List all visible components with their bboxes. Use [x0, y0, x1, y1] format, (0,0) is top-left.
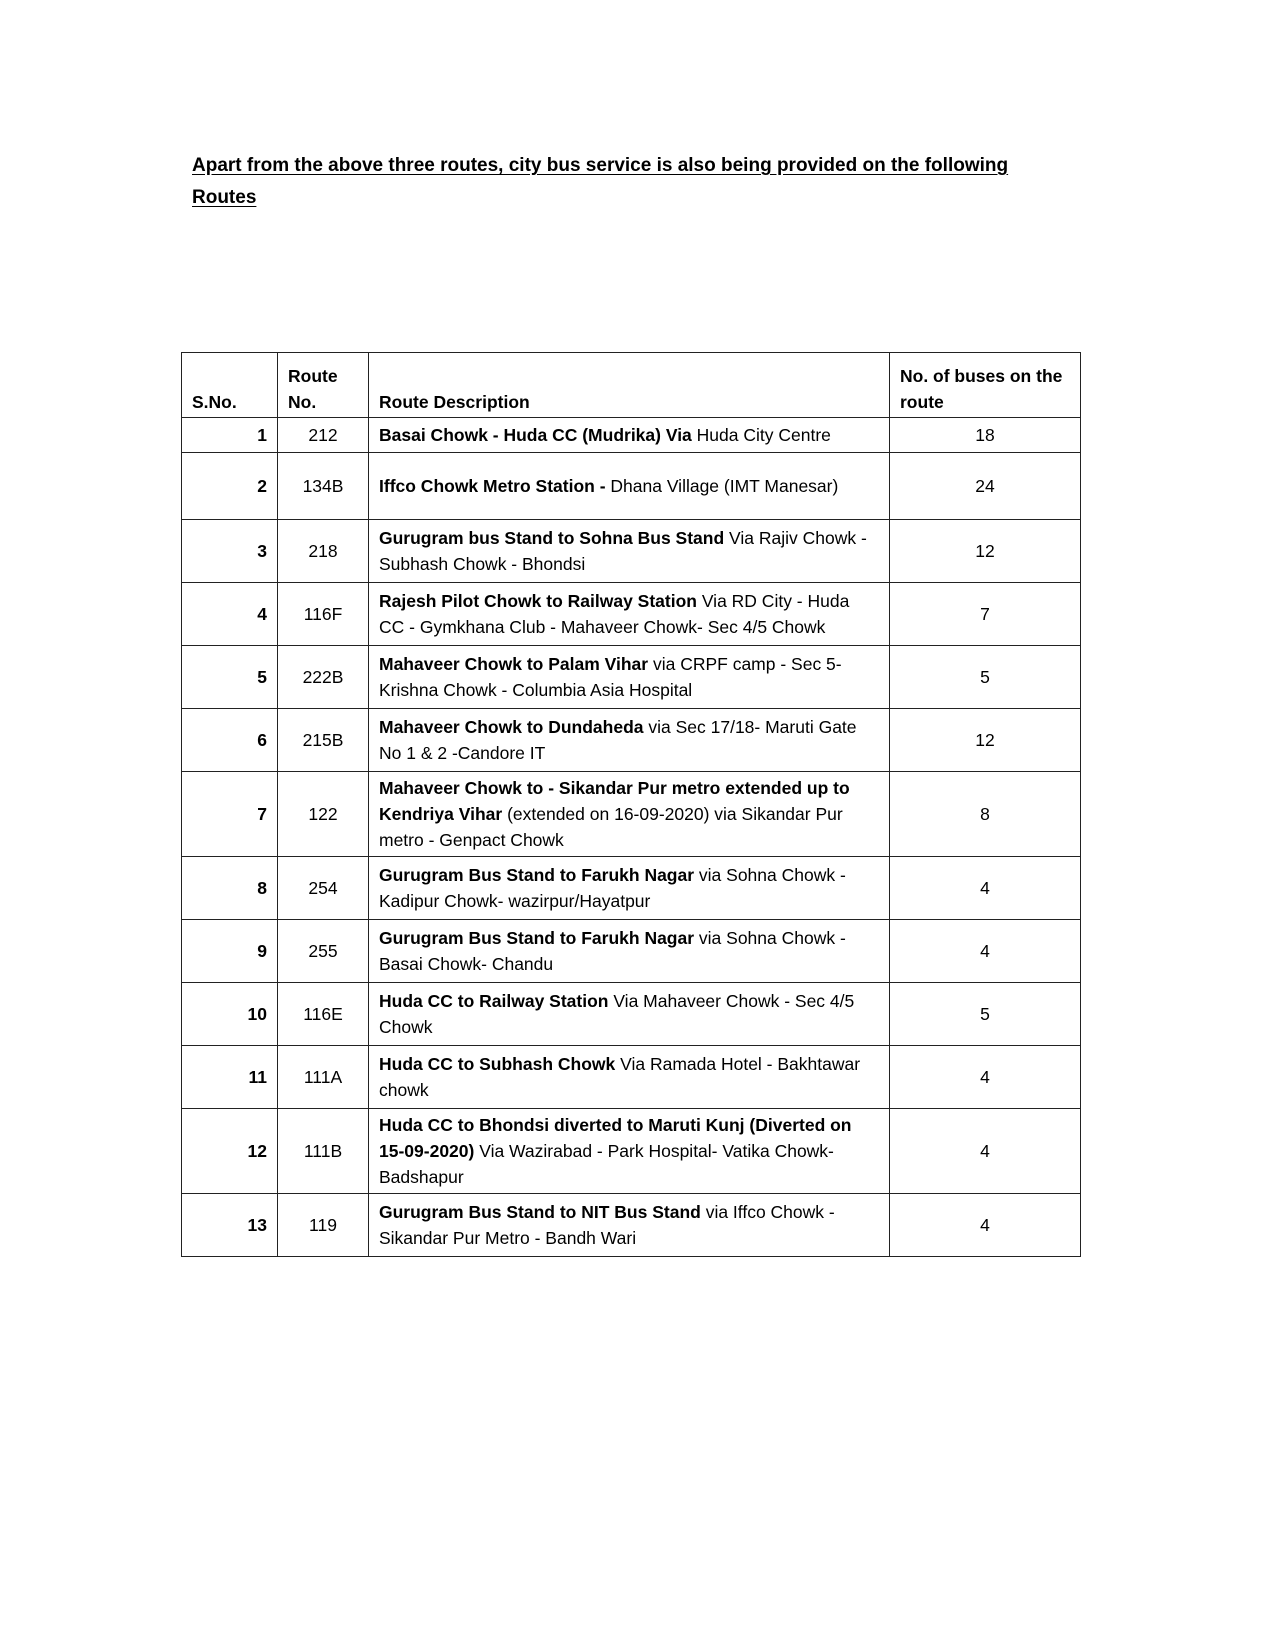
cell-route-description — [369, 583, 890, 646]
desc-normal: Via Mahaveer Chowk - Sec 4/5 Chowk — [379, 991, 855, 1037]
cell-sno: 13 — [182, 1194, 278, 1257]
cell-buses: 7 — [890, 583, 1081, 646]
cell-buses: 5 — [890, 983, 1081, 1046]
cell-sno: 1 — [182, 418, 278, 453]
cell-sno: 12 — [182, 1109, 278, 1194]
cell-sno: 7 — [182, 772, 278, 857]
desc-bold: Rajesh Pilot Chowk to Railway Station — [379, 591, 697, 611]
desc-bold: Huda CC to Bhondsi diverted to Maruti Kunj (Diverted on 15-09-2020) — [379, 1115, 852, 1161]
cell-buses: 4 — [890, 920, 1081, 983]
cell-route-description — [369, 1046, 890, 1109]
table-row — [182, 772, 1081, 857]
table-row — [182, 453, 1081, 520]
desc-normal: via Sec 17/18- Maruti Gate No 1 & 2 -Candore IT — [379, 717, 857, 763]
cell-buses: 18 — [890, 418, 1081, 453]
header-route-description: Route Description — [369, 353, 890, 418]
cell-route-no: 134B — [278, 453, 369, 520]
cell-sno: 9 — [182, 920, 278, 983]
desc-bold: Mahaveer Chowk to - Sikandar Pur metro extended up to Kendriya Vihar — [379, 778, 850, 824]
cell-route-description — [369, 983, 890, 1046]
cell-buses: 12 — [890, 709, 1081, 772]
desc-normal: (extended on 16-09-2020) via Sikandar Pur metro - Genpact Chowk — [379, 804, 843, 850]
desc-bold: Mahaveer Chowk to Palam Vihar — [379, 654, 649, 674]
cell-route-no: 254 — [278, 857, 369, 920]
desc-bold: Gurugram Bus Stand to Farukh Nagar — [379, 865, 695, 885]
cell-sno: 10 — [182, 983, 278, 1046]
desc-normal: Via Wazirabad - Park Hospital- Vatika Chowk- Badshapur — [379, 1141, 834, 1187]
header-buses: No. of buses on the route — [890, 353, 1081, 418]
desc-normal: Via Rajiv Chowk - Subhash Chowk - Bhondsi — [379, 528, 867, 574]
desc-bold: Gurugram bus Stand to Sohna Bus Stand — [379, 528, 725, 548]
desc-bold: Huda CC to Subhash Chowk — [379, 1054, 616, 1074]
cell-route-description — [369, 453, 890, 520]
desc-normal: via Sohna Chowk - Basai Chowk- Chandu — [379, 928, 846, 974]
desc-bold: Basai Chowk - Huda CC (Mudrika) Via — [379, 425, 692, 445]
cell-sno: 3 — [182, 520, 278, 583]
table-row — [182, 583, 1081, 646]
cell-route-description — [369, 646, 890, 709]
table-row — [182, 709, 1081, 772]
cell-sno: 6 — [182, 709, 278, 772]
cell-route-description — [369, 1109, 890, 1194]
routes-table — [181, 352, 1081, 1257]
cell-route-no: 215B — [278, 709, 369, 772]
desc-normal: Dhana Village (IMT Manesar) — [605, 476, 839, 496]
table-row — [182, 1046, 1081, 1109]
cell-sno: 4 — [182, 583, 278, 646]
table-row — [182, 646, 1081, 709]
desc-bold: Iffco Chowk Metro Station - — [379, 476, 606, 496]
cell-sno: 8 — [182, 857, 278, 920]
desc-normal: Huda City Centre — [691, 425, 831, 445]
cell-route-description — [369, 857, 890, 920]
desc-normal: via Sohna Chowk - Kadipur Chowk- wazirpur/Hayatpur — [379, 865, 846, 911]
table-row — [182, 418, 1081, 453]
cell-route-no: 119 — [278, 1194, 369, 1257]
cell-sno: 11 — [182, 1046, 278, 1109]
cell-route-description — [369, 520, 890, 583]
table-row — [182, 1194, 1081, 1257]
cell-route-no: 116E — [278, 983, 369, 1046]
cell-buses: 12 — [890, 520, 1081, 583]
cell-route-description — [369, 418, 890, 453]
cell-sno: 2 — [182, 453, 278, 520]
cell-buses: 24 — [890, 453, 1081, 520]
cell-route-no: 218 — [278, 520, 369, 583]
header-route-no: Route No. — [278, 353, 369, 418]
desc-normal: Via RD City - Huda CC - Gymkhana Club - Mahaveer Chowk- Sec 4/5 Chowk — [379, 591, 850, 637]
cell-buses: 8 — [890, 772, 1081, 857]
table-row — [182, 520, 1081, 583]
cell-route-no: 212 — [278, 418, 369, 453]
table-row — [182, 920, 1081, 983]
cell-route-description — [369, 772, 890, 857]
cell-buses: 4 — [890, 857, 1081, 920]
cell-buses: 4 — [890, 1109, 1081, 1194]
cell-buses: 4 — [890, 1046, 1081, 1109]
cell-route-no: 116F — [278, 583, 369, 646]
cell-route-no: 111B — [278, 1109, 369, 1194]
cell-buses: 5 — [890, 646, 1081, 709]
desc-normal: Via Ramada Hotel - Bakhtawar chowk — [379, 1054, 861, 1100]
cell-route-description — [369, 1194, 890, 1257]
desc-normal: via Iffco Chowk - Sikandar Pur Metro - Bandh Wari — [379, 1202, 835, 1248]
cell-buses: 4 — [890, 1194, 1081, 1257]
table-row — [182, 1109, 1081, 1194]
table-header-row — [182, 353, 1081, 418]
desc-bold: Huda CC to Railway Station — [379, 991, 609, 1011]
cell-route-no: 222B — [278, 646, 369, 709]
cell-route-no: 111A — [278, 1046, 369, 1109]
document-heading: Apart from the above three routes, city bus service is also being provided on the following Routes — [192, 155, 1009, 208]
desc-bold: Mahaveer Chowk to Dundaheda — [379, 717, 644, 737]
header-sno: S.No. — [182, 353, 278, 418]
table-row — [182, 983, 1081, 1046]
cell-route-description — [369, 709, 890, 772]
cell-sno: 5 — [182, 646, 278, 709]
cell-route-description — [369, 920, 890, 983]
desc-bold: Gurugram Bus Stand to NIT Bus Stand — [379, 1202, 701, 1222]
table-row — [182, 857, 1081, 920]
cell-route-no: 122 — [278, 772, 369, 857]
desc-normal: via CRPF camp - Sec 5- Krishna Chowk - Columbia Asia Hospital — [379, 654, 842, 700]
desc-bold: Gurugram Bus Stand to Farukh Nagar — [379, 928, 695, 948]
cell-route-no: 255 — [278, 920, 369, 983]
